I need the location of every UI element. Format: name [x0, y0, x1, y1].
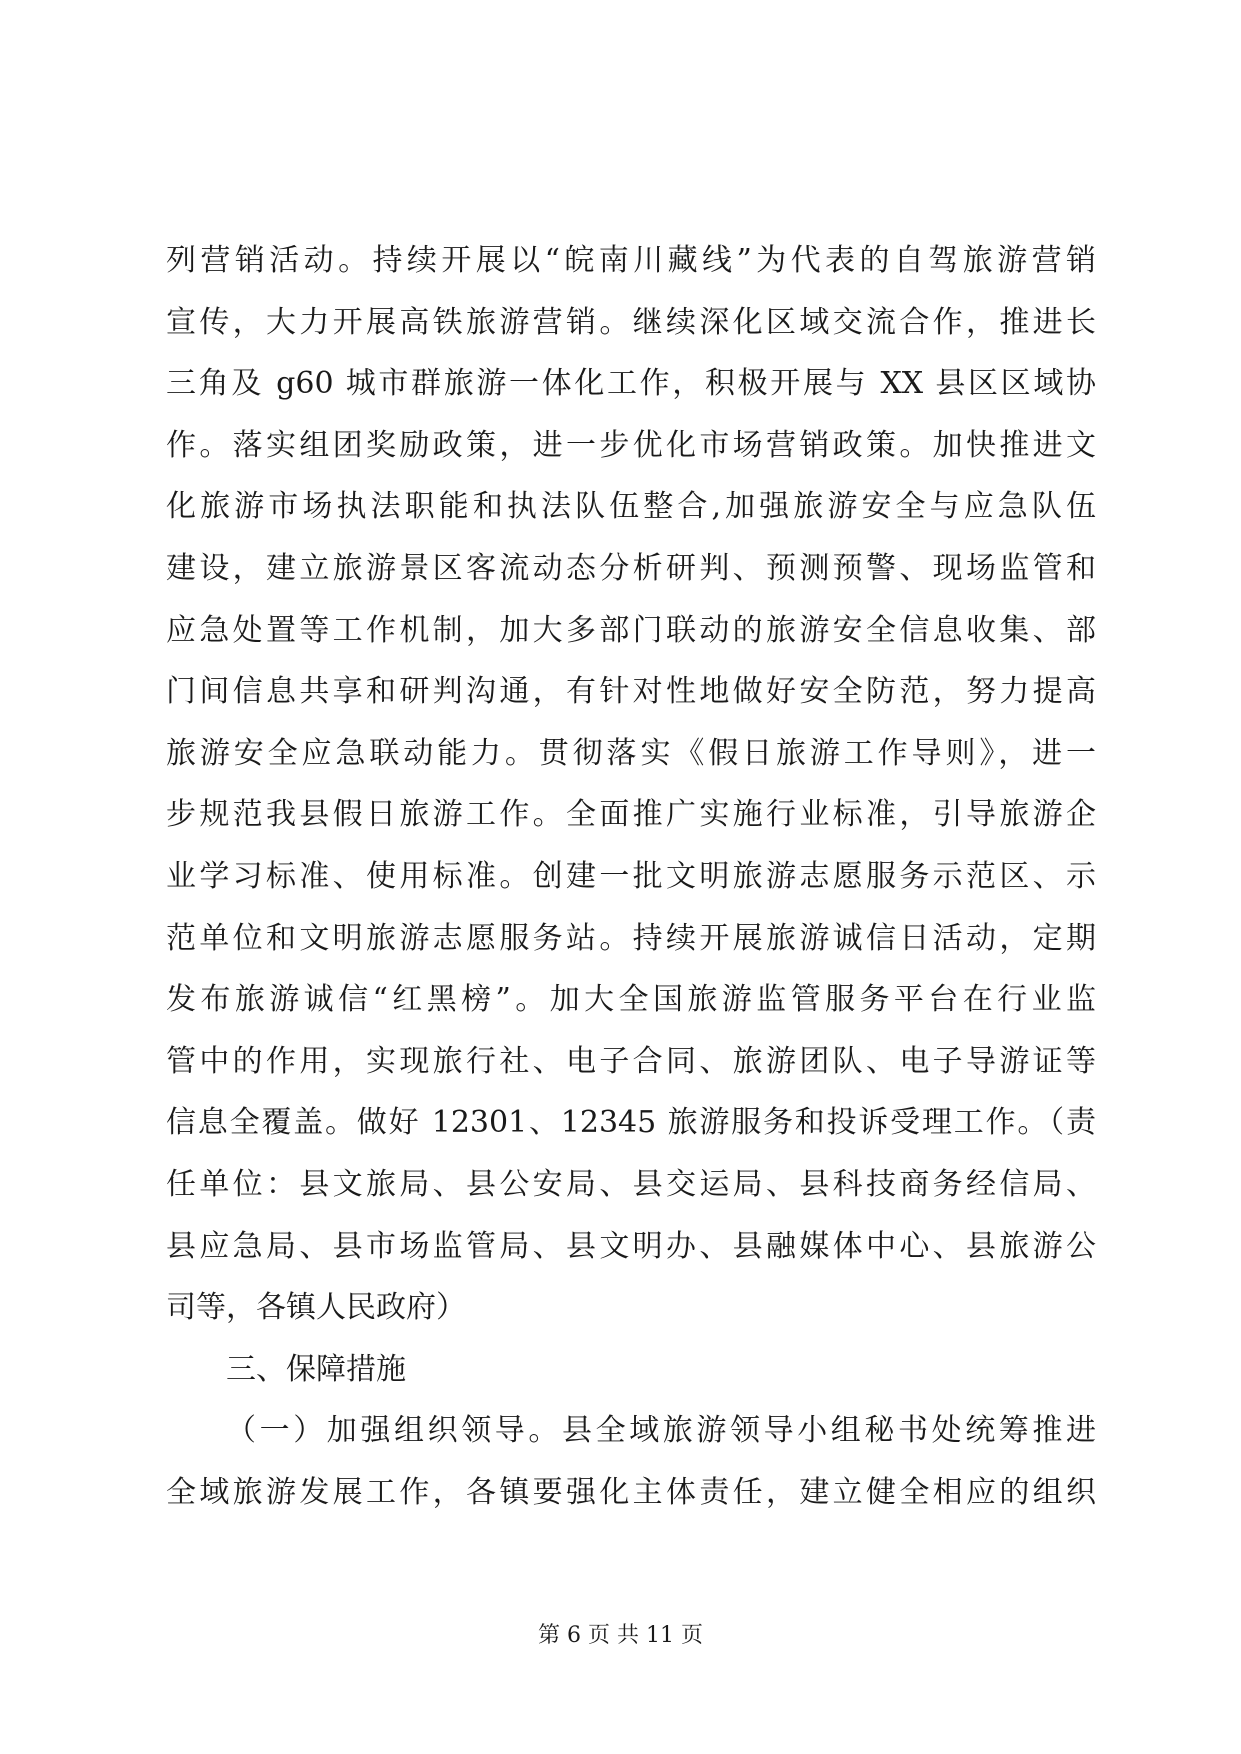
section-heading: 三、保障措施 [226, 1351, 406, 1387]
text-line: 列营销活动。持续开展以“皖南川藏线”为代表的自驾旅游营销 [166, 243, 1096, 278]
text-line: 旅游安全应急联动能力。贯彻落实《假日旅游工作导则》，进一 [166, 735, 1096, 771]
text-line: 步规范我县假日旅游工作。全面推广实施行业标准，引导旅游企 [166, 797, 1096, 833]
body-text [166, 230, 1096, 1523]
text-line: 三角及 g60 城市群旅游一体化工作，积极开展与 XX 县区区域协 [166, 366, 1096, 402]
page-number: 第 6 页 共 11 页 [538, 1623, 703, 1648]
text-line: 作。落实组团奖励政策，进一步优化市场营销政策。加快推进文 [166, 427, 1096, 463]
text-line: 范单位和文明旅游志愿服务站。持续开展旅游诚信日活动，定期 [166, 920, 1096, 956]
text-line: 建设，建立旅游景区客流动态分析研判、预测预警、现场监管和 [166, 550, 1096, 586]
text-line: 管中的作用，实现旅行社、电子合同、旅游团队、电子导游证等 [166, 1043, 1096, 1079]
text-line: 化旅游市场执法职能和执法队伍整合,加强旅游安全与应急队伍 [166, 489, 1096, 525]
text-line: 信息全覆盖。做好 12301、12345 旅游服务和投诉受理工作。（责 [166, 1105, 1096, 1141]
text-line: （一）加强组织领导。县全域旅游领导小组秘书处统筹推进 [226, 1413, 1096, 1449]
text-line: 任单位：县文旅局、县公安局、县交运局、县科技商务经信局、 [166, 1166, 1096, 1202]
text-line: 县应急局、县市场监管局、县文明办、县融媒体中心、县旅游公 [166, 1228, 1096, 1264]
text-line: 发布旅游诚信“红黑榜”。加大全国旅游监管服务平台在行业监 [166, 982, 1096, 1018]
text-line: 业学习标准、使用标准。创建一批文明旅游志愿服务示范区、示 [166, 858, 1096, 894]
text-line: 司等，各镇人民政府） [166, 1290, 466, 1326]
text-line: 门间信息共享和研判沟通，有针对性地做好安全防范，努力提高 [166, 674, 1096, 710]
text-line: 全域旅游发展工作，各镇要强化主体责任，建立健全相应的组织 [166, 1474, 1096, 1510]
text-line: 应急处置等工作机制，加大多部门联动的旅游安全信息收集、部 [166, 612, 1096, 648]
text-line: 宣传，大力开展高铁旅游营销。继续深化区域交流合作，推进长 [166, 304, 1096, 340]
